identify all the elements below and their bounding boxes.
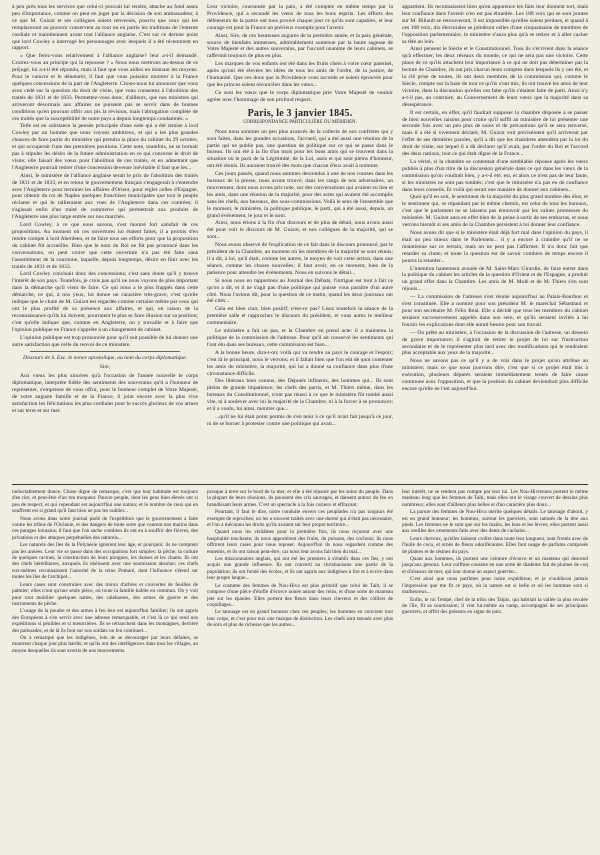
feuilleton-paragraph: Les naturels des îles de la Polynésie ignorent leur âge, et pourquoi; ils ne comptent pas les années. Leur vie se passe dans des occupations fort simples: la pêche, la culture de quelques racines, la construction de leurs pirogues, les danses et les chants. Ils ont des chefs héréditaires, auxquels ils obéissent avec une soumission absolue; ces chefs eux-mêmes reconnaissent l'autorité de la reine Pomaré, dont l'influence s'étend sur toutes les îles de l'archipel... — [12, 542, 198, 581]
upper-section — [12, 4, 588, 482]
dateline-subtitle: CORRESPONDANCE PARTICULIÈRE DU MÉRIDIEN. — [243, 119, 357, 125]
upper-column-1 — [12, 4, 198, 482]
feuilleton-paragraph: Nous avons dans notre journal parlé de l'expédition que le gouvernement a faite contre les tribus de l'Océanie, et des dangers de toute sorte que courent nos marins dans ces parages lointains; il faut que l'on sache combien ils ont eu à souffrir des fièvres, des privations et des attaques perpétuelles des naturels... — [12, 515, 198, 541]
feuilleton-paragraph: Le costume des femmes de Nou-Hiva est plus primitif que celui de Taïti; il se compose d'une pièce d'étoffe d'écorce nouée autour des reins, et d'une sorte de manteau jeté sur les épaules. Elles portent des fleurs dans leurs cheveux et des colliers de coquillages... — [207, 582, 393, 608]
article-paragraph: Il est certain, en effet, qu'il faudrait supposer la chambre disposée à se passer de bien nouvelles raisons pour croire qu'il suffit au ministère de lui présenter une seconde fois avec un peu plus de soins et de précautions qu'il se sera renversé, mais il a été si vivement déclaré, M. Guizot voit précisément qu'il arriverait par l'effet de ses dernières paroles, qu'il a dit que les chambres attendent par la loi du droit de visite, sur lequel il a dû déclarer qu'il avait, par l'ordre du Roi et l'accord des deux nations, tout ce qui était digne de la France... — [402, 109, 588, 158]
feuilleton-paragraph: presque à terre sur le bord de la mer, et elle a été réparée par les soins du peuple. Dans la plupart de leurs réunions, ils poussent des cris sauvages, et dansent autour du feu en brandissant leurs armes. C'est un spectacle à la fois curieux et effrayant. — [207, 489, 393, 508]
feuilleton-paragraph: La parure des femmes de Nou-Hiva mérite quelques détails. Le tatouage d'abord, y est en grand honneur; les hommes, surtout les guerriers, sont tatoués de la tête aux pieds. Les femmes ne le sont que sur les mains, les bras et les lèvres; elles portent aussi aux oreilles des ornements faits avec des dents de cachalot... — [402, 509, 588, 535]
feuilleton-paragraph: Quand nous les visitâmes pour la première fois, ils nous reçurent avec une hospitalité touchante; ils nous apportèrent des fruits, du poisson, des cochons; ils nous offrirent leurs cases pour nous reposer. Aujourd'hui ils nous regardent comme des ennemis, et ils ont raison peut-être, car nous leur avons fait bien du mal... — [207, 529, 393, 555]
article-paragraph: L'intention hautement avouée de M. Saint-Marc Girardin, de faire entrer dans la politique du cabinet les articles de la question d'Orient et de l'Espagne, a produit un grand effet dans la Chambre. Les amis de M. Molé et de M. Thiers s'en sont réjouis... — [402, 265, 588, 293]
article-paragraph: Nous avons dit que si le ministère était déjà fort mal dans l'opinion du pays, il était un peu mieux dans le Parlement... il y a encore à craindre qu'il ne se maintienne sur ce terrain; mais on ne peut pas l'affirmer. Il n'a donc fait que retarder sa chute; et toute la question est de savoir combien de temps encore il pourra la retarder... — [402, 230, 588, 264]
article-paragraph: Les marques de vos enfants ont été dans les fruits chers à votre cœur paternel, après qu'ont été élevées les idées de tous les amis de l'ordre, de la justice, de l'humanité. Que ces dons que la Providence vous accorde se soient éprouvés pour que les princes soient réconcilier dans les vœux... — [207, 61, 393, 88]
article-paragraph: Ainsi, nous étions à la fin d'un discours et de plus de détail, nous avons aussi été pour voir le discours de M. Guizot, et nos collègues de la majorité, qui se sont... — [207, 220, 393, 241]
article-paragraph: à peu près tous les services que celui-ci pouvait lui rendre, attache au fond assez peu d'importance, comme on peut en juger par la décision de son ambassadeur, à ce que M. Guizot et ses collègues soient renversés, pourvu que ceux qui les remplaceront au pouvoir conservent au tout ou en partie les traditions de l'entente cordiale et maintiennent avant tout l'alliance anglaise. C'est sur ce dernier point que lord Cowley a interrogé les personnages avec lesquels il a été récemment en rapport. — [12, 4, 198, 52]
article-paragraph: A la bonne heure, dira-t-on; voilà qui va rendre au pays le courage et l'espoir; c'est là le principal, nous le verrons; et il fallait bien que l'on eût de quoi contenter les amis du ministère, la majorité, qui lui a donné sa confiance dans plus d'une circonstance difficile. — [207, 349, 393, 377]
article-paragraph: Le ministère a fait un pas, et la Chambre en prend acte: il a maintenu la politique de la commission de l'adresse. Pour qu'il ait conservé les sentiments qui l'ont élu dans ses bureaux, cette commission est bien... — [207, 328, 393, 348]
feuilleton-paragraph: Les missionnaires anglais, qui ont été les premiers à s'établir dans ces îles, y ont acquis une grande influence. Ils ont converti au christianisme une partie de la population; ils ont fondé des écoles, et ils ont appris aux indigènes à lire et à écrire dans leur propre langue... — [207, 556, 393, 582]
feuilleton-paragraph: inéluctablement douce. Chose digne de remarque, c'est que leur habitude est toujours d'en rire, et peut-être d'un ton moqueur. Pauvre peuple, dont les gens bien élevés ont si peu de respect, et qui cependant est aujourd'hui une nation; et le nombre de ceux qui en souffrent est si grand qu'il faut bien ne pas les oublier... — [12, 489, 198, 515]
article-paragraph: Nous nous sommes un peu plus avancés de la collecte de nos confrères qui y sont faites, dans les grandes occasions, l'accueil, qui a été aussi une réunion de la partie qui ne publie pas, une question de politique sur ce qui se passe dans le bureau. Ils ont été à la fin d'un mois pour les bons amis qui se trouvent dans la situation où le parti de la Légitimité, de la Loi, assis et qui sont pleins d'honneur, ont été réunis. Ils auraient trouvé des mots que chacun d'eux avait à nommer. — [207, 128, 393, 170]
article-paragraph: Ces jours passés, quand nous sommes descendus à une de nos courses dans les bureaux de la presse, nous avons trouvé, dans les rangs de nos adversaires, un mouvement, dont nous avons pris note, sur des conversations qui avaient eu lieu et les amis, dans une réunion de la majorité, pour des actes qui avaient été accomplis sans les chefs, aux bureaux, des sous-commissions. Voilà le sens de l'ensemble que le moment, le ministère, la politique publique, le parti, qui a été aussi, depuis, un grand événement, le jour et le nom. — [207, 171, 393, 219]
section-rule — [30, 351, 180, 352]
feuilleton-divider — [12, 484, 588, 485]
feuilleton-paragraph: Pourtant, il faut le dire, notre conduite envers ces peuplades n'a pas toujours été exempte de reproches; on les a souvent traités avec une dureté qui n'était pas nécessaire, et l'on a méconnu les droits qu'ils avaient sur leur propre territoire... — [207, 509, 393, 529]
article-paragraph: Nous ne savons pas ce qu'il y a de vrai dans le projet qu'on attribue au ministère; mais ce que nous pouvons dire, c'est que si ce projet était mis à exécution, plusieurs députés seraient immédiatement tentés de faire cause commune avec l'opposition, et que la position du cabinet deviendrait plus difficile encore qu'elle ne l'est aujourd'hui. — [402, 358, 588, 392]
feuilleton-section — [12, 489, 588, 851]
article-paragraph: La vérité, si la chambre se contentait d'une semblable réponse après les vœux publiés à plus d'un titre de la discussion générale dans ce qui dans les vœux de la commission qu'on voudrait bien, y a-t-il été, est, et alors ce n'est pas de leur faute, si les ministres ne sont pas tombés; c'est que le ministère n'a pas eu de confiance dans leurs conseils. Et voilà qui serait une manière de donner aux cabinets... — [402, 158, 588, 193]
article-paragraph: Ainsi, le ministère de l'alliance anglaise serait le prix de l'abolition des traités de 1831 et de 1833, et en retour le gouvernement français s'engagerait à s'entendre avec l'Angleterre pour terminer les affaires d'Orient, pour régler celles d'Espagne, pour obtenir du roi de Naples quelques franchises municipales que tout le peuple réclame et qui le rallieraient aux vues de l'Angleterre dans ces contrées; il s'agissait enfin d'un traité de commerce qui permettrait aux produits de l'Angleterre une plus large entrée sur nos marchés. — [12, 172, 198, 221]
article-paragraph: Nous avons observé de l'explication de ce fait dans le discours prononcé, par le président de la Chambre, au moment où les membres de la majorité se sont réunis; il a dit, à lui, qu'il était, comme les autres, le moyen de voir cette action, dans une séance, comme les choses nouvelles; il faut avoir, en ce moment, bien de la patience pour attendre les événements. Nous en suivons le détail... — [207, 242, 393, 276]
article-paragraph: Ainsi pensent le Siècle et le Constitutionnel. Tous ils s'écrivent dans la séance qu'à effectuer, les deux réseaux du monde, ce qui ne sera pas une victoire. Cette place de ce qu'ils attachent leur importance à ce qui ne doit pas déterminer par la lecture de Chambre, ils ont pris chacun leurs comptes dans lesquels ils y ont été, et la clé prise de toutes, ils ont deux membres de la commission qui, comme le Siècle, compte sur la base de tout ce qu'ils s'ont mis, ils ont trouvé les amis de leur victoire, dans la discussion qu'elles ont faite qu'ils s'étaient faite de parti. Ainsi n'y a-t-il pas, au contraire, au Gouvernement de leurs vœux que la majorité dans sa désespérance. — [402, 46, 588, 108]
feuilleton-paragraph: L'usage de la poudre et des armes à feu leur est aujourd'hui familier; ils ont appris des Européens à s'en servir avec une adresse remarquable, et c'est là ce qui rend nos expéditions si pénibles et si meurtrières. Ils se retranchent dans les montagnes, derrière des palissades, et de là ils font sur nos soldats un feu continuel... — [12, 608, 198, 634]
feuilleton-column-1 — [12, 489, 198, 851]
feuilleton-column-3 — [402, 489, 588, 851]
article-paragraph: — On prête au ministère, à l'occasion de la discussion de l'adresse, un dessein de grave importance; il s'agirait de retirer le projet de loi sur l'instruction secondaire et de le représenter plus tard avec des modifications qui le rendraient plus acceptable aux yeux de la majorité... — [402, 329, 588, 357]
article-paragraph: Des libéraux bien connus, des Députés influents, des hommes qui... Ils sont pleins de grande impatience, les chefs des partis, et M. Thiers même, dans les bureaux du Constitutionnel, n'ont pas réussi à ce que le ministère fût tombé aussi vite, ni à soulever avec lui la majorité de la Chambre, ni à la forcer à se prononcer; et il a voulu, lui ainsi, montrer que... — [207, 378, 393, 413]
feuilleton-paragraph: C'est ainsi que nous partîmes pour notre expédition; et je n'oublierai jamais l'impression que me fit ce pays, où la nature est si belle et où les hommes sont si malheureux... — [402, 576, 588, 596]
article-paragraph: L'opinion publique est trop prononcée pour qu'il soit possible de lui donner une autre satisfaction que celle du renvoi de ce ministère. — [12, 334, 198, 348]
article-paragraph: — La commission de l'adresse s'est réunie aujourd'hui au Palais-Bourbon et s'est constituée. Elle a nommé pour son président M. le maréchal Sébastiani et pour son secrétaire M. Félix Réal. Elle a décidé que tous les membres du cabinet seraient successivement appelés dans son sein, et qu'ils seraient invités à lui fournir les explications dont elle aurait besoin pour son travail. — [402, 294, 588, 328]
feuilleton-paragraph: Enfin, le roi Tempé, chef de la tribu des Taïpis, qui habitait la vallée la plus reculée de l'île, fit sa soumission; il vint lui-même au camp, accompagné de ses principaux guerriers, et offrit des présents en signe de paix. — [402, 596, 588, 616]
dateline: Paris, le 3 janvier 1845. — [247, 107, 353, 119]
article-paragraph: Si nous nous en rapportons au Journal des Débats, l'intrigue est tout à fait ce qu'on a dit, et il ne s'agit pas d'une politique qui puisse vous paraître d'un autre côté. Nous l'avions dit, pour la question de ce matin, quand les deux journaux ont été cités... — [207, 277, 393, 305]
dateline-heading — [207, 108, 393, 126]
article-paragraph: Telle est en substance la pensée principale d'une note qui a été remise à lord Cowley par un homme que nous voyons ambitieux, et qui a les plus grandes chances de faire partie du ministère qui prendra la place du cabinet du 29 octobre, et qui occuperait l'une des premières positions. Cette note, toutefois, ne se bornait pas à stipuler les désirs de la future administration en ce qui concerne le droit de visite; elle faisait des vœux pour l'abolition de ces traités, et en admettant que l'Angleterre pourrait retirer d'une concession devenue inévitable il faut que les... — [12, 123, 198, 171]
feuilleton-paragraph: Leurs cheveux, qu'elles laissent croître dans toute leur longueur, sont frottés avec de l'huile de coco, et ornés de fleurs odoriférantes. Elles font usage de parfums composés de plantes et de résines du pays. — [402, 535, 588, 555]
article-paragraph: Leur victoire, couronnée par la paix, a été comptée en même temps par la Providence, qui a secondé les vœux de tous les bons esprits. Les efforts des défenseurs de la patrie ont tous prouvé chaque jour ce qu'ils sont capables, et leur courage est pour la France un précieux exemple pour l'avenir. — [207, 4, 393, 31]
speech-title: Discours de S. Exc. le nonce apostolique, au nom du corps diplomatique. — [23, 355, 187, 362]
upper-column-2 — [207, 4, 393, 482]
article-paragraph: ...qu'il ne lui était point permis de s'en tenir à ce qu'il avait fait jusqu'à ce jour, ni de se borner à protester contre une politique qui avait... — [207, 413, 393, 427]
feuilleton-paragraph: Leurs cases sont construites avec des troncs d'arbres et couvertes de feuilles de palmier; elles n'ont qu'une seule pièce, où toute la famille habite en commun. On y voit pour tout mobilier quelques nattes, des calebasses, des armes de guerre et des instruments de pêche. — [12, 581, 198, 607]
speech-text: Aux vœux les plus sincères qu'à l'occasion de l'année nouvelle le corps diplomatique, interprète fidèle des sentiments des souverains qu'il a l'honneur de représenter, s'empresse de vous offrir, pour le bonheur complet de Votre Majesté, de votre auguste famille et de la France, il joint encore avec la plus vive satisfaction les félicitations les plus cordiales pour le succès glorieux de vos armes et sur terre et sur mer. — [12, 373, 198, 414]
article-paragraph: Quoi qu'il en soit, le sentiment de la majorité du plus grand nombre des élus; et le sentiment qui, se répandant par le même chemin, est celui de tous les bureaux, c'est que le parlement ne se laissera pas émouvoir par les vaines promesses du ministère. M. Guizot aura en effet bien de la peine à sortir de ses embarras, et nous verrons bientôt si ses amis de la Chambre persistent à lui donner leur confiance. — [402, 194, 588, 229]
feuilleton-paragraph: Le tatouage est en grand honneur chez ces peuples; les hommes en couvrent tout leur corps, et c'est pour eux une marque de distinction. Les chefs sont tatoués avec plus de soin et plus de richesse que les autres... — [207, 609, 393, 629]
feuilleton-paragraph: leur intérêt, ne se rendent pas compte par leur lui. Les Nou-Hiviennes portent le même manteau long que les femmes de Taïti, mais elles ont le visage couvert de dessins plus nombreux; elles sont d'ailleurs plus belles et d'un caractère plus doux... — [402, 489, 588, 508]
article-paragraph: Ce sont les vœux que le corps diplomatique prie Votre Majesté de vouloir agréer avec l'hommage de son profond respect. — [207, 89, 393, 103]
feuilleton-column-2 — [207, 489, 393, 851]
speech-salutation: Sire, — [99, 364, 111, 371]
article-paragraph: Cela est bien clair, bien positif; n'est-ce pas? Lisez toutefois la séance de la première salle et rapprochez le discours du président, et vous aurez le meilleur commentaire. — [207, 306, 393, 327]
article-paragraph: « Que ferez-vous relativement à l'alliance anglaise? leur a-t-il demandé. Croirez-vous au principe qui la repousse ? » Nous nous mettrons au-dessus de ce préjugé, lui a-t-il été répondu, mais il faut que vous aidiez en donnant les moyens. Pour le vaincre et le dénaturer, il faut que vous puissiez montrer à la France quelques concessions de la part de l'Angleterre. Citons-nous lui annoncer que vous avez cédé sur la question du droit de visite, que vous consentez à l'abolition des traités de 1831 et de 1833. Permettez-vous donc, d'ailleurs, que nos ministres qui arriveront désormais aux affaires ne puissent pas se servir dans de bonnes conditions qu'en pouvant offrir aux pis la révision, mais l'abrogation complète de ces traités que la susceptibilité de notre pays a depuis longtemps condamnés. » — [12, 53, 198, 122]
feuilleton-paragraph: Quant aux hommes, ils portent une ceinture d'écorce et un manteau qui descend jusqu'aux genoux. Leur coiffure consiste en une sorte de diadème fait de plumes de coq et d'oiseaux de mer, qui leur donne un aspect guerrier... — [402, 556, 588, 575]
article-paragraph: appartient. Ils reconnaissent bien qu'en apparence les faits leur donnent tort, mais leur confiance dans l'avenir n'en est pas ébranlée. Les 188 voix qui se sont jointes sur M. Billault se retrouveront, il est impossible qu'elles soient perdues, et quand à ces 168 voix, dix électorales se joindront celles d'une cinquantaine de membres de l'opposition parlementaire, le ministère n'aura plus qu'à se retirer et à aller cacher sa tête au loin. — [402, 4, 588, 45]
article-paragraph: Lord Cowley, à ce que nous savons, s'est montré fort satisfait de ces propositions. Au moment où ces ouvertures lui étaient faites, il a promis d'en rendre compte à lord Aberdeen, et de faire tous ses efforts pour que la proposition du cabinet fût accueillie. Bien que le nom du Roi ne fût pas prononcé dans les conversations, on peut croire que cette ouverture n'a pas été faite sans l'assentiment de la couronne, laquelle, depuis longtemps, désire en finir avec les traités de 1831 et de 1833. — [12, 222, 198, 270]
article-paragraph: Lord Cowley concluait donc des concessions; c'est sans doute qu'il y trouve l'intérêt de son pays. Toutefois, je crois pas qu'il ne nous voyons de plus important dans la démarche qu'il vient de faire. Ce qui nous a le plus frappés dans cette démarche, ce qui, à nos yeux, lui donne un caractère très-grave, c'est qu'elle indique que le chute de M. Guizot est regardée comme certaine même par ceux qui ont le plus profité de sa présence aux affaires, et qui, en raison de la reconnaissance qu'ils lui doivent, pourraient le plus se faire illusion sur sa position; c'est qu'elle indique que, comme en Angleterre, on y travaille et à faire que l'opinion publique en France s'apprête à un changement de cabinet. — [12, 271, 198, 333]
feuilleton-paragraph: On a remarqué que les indigènes, loin de se décourager par leurs défaites, se montrent chaque jour plus hardis; et qu'ils ont des intelligences dans tous les villages, au moyen desquelles ils sont avertis de nos mouvements. — [12, 634, 198, 654]
article-paragraph: Ainsi, Sire, de ces heureuses augures de la première année, et la paix générale, source de bienfaits immenses, admirablement soutenue par la haute sagesse de Votre Majesté et des autres souverains, par l'accord unanime de leurs cabinets, se raffermit toujours de plus en plus. — [207, 32, 393, 60]
upper-column-3 — [402, 4, 588, 482]
